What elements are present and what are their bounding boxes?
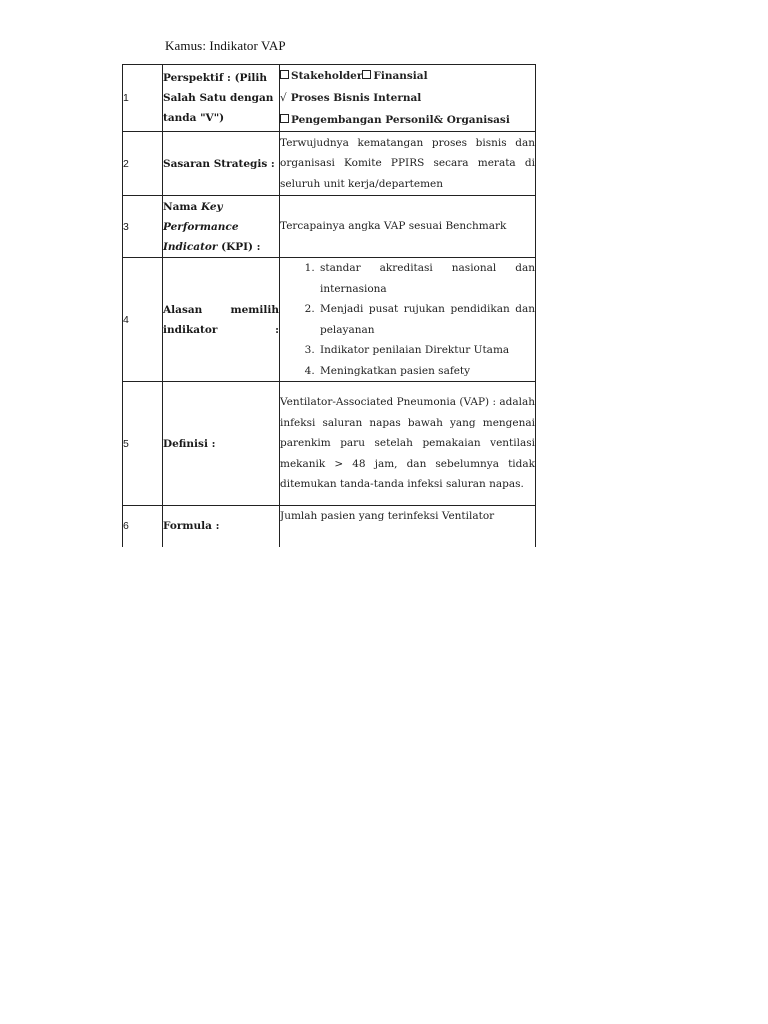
check-mark-icon: √: [280, 92, 287, 104]
kpi-name-label: Nama Key Performance Indicator (KPI) :: [163, 196, 280, 258]
perspective-line-3: [280, 109, 535, 131]
table-row-strategic-target: [123, 132, 536, 196]
formula-label: Formula :: [163, 506, 280, 547]
table-row-kpi-name: [123, 196, 536, 258]
row-number: 4: [123, 258, 163, 382]
table-row-formula: [123, 506, 536, 547]
list-item: 1. standar akreditasi nasional dan internasiona: [318, 258, 535, 299]
row-number: 2: [123, 132, 163, 196]
perspective-label: Perspektif : (Pilih Salah Satu dengan tanda "V"): [163, 65, 280, 132]
row-number: 6: [123, 506, 163, 547]
option-finansial: Finansial: [373, 70, 428, 82]
row-number: 5: [123, 382, 163, 506]
kpi-name-value: Tercapainya angka VAP sesuai Benchmark: [280, 196, 536, 258]
strategic-target-value: Terwujudnya kematangan proses bisnis dan organisasi Komite PPIRS secara merata di seluruh unit kerja/departemen: [280, 132, 536, 196]
reasons-list: [280, 258, 535, 381]
selection-reason-label: Alasan memilih indikator :: [163, 258, 280, 382]
list-item: 2. Menjadi pusat rujukan pendidikan dan pelayanan: [318, 299, 535, 340]
indicator-dictionary-table: [122, 64, 536, 547]
checkbox-empty-icon: [280, 114, 289, 123]
perspective-options: [280, 65, 536, 132]
option-pengembangan: Pengembangan Personil& Organisasi: [291, 114, 510, 126]
definition-label: Definisi :: [163, 382, 280, 506]
formula-value: Jumlah pasien yang terinfeksi Ventilator: [280, 506, 536, 547]
strategic-target-label: Sasaran Strategis :: [163, 132, 280, 196]
option-proses-bisnis: Proses Bisnis Internal: [290, 92, 422, 104]
table-row-definition: [123, 382, 536, 506]
checkbox-empty-icon: [362, 70, 371, 79]
row-number: 3: [123, 196, 163, 258]
row-number: 1: [123, 65, 163, 132]
checkbox-empty-icon: [280, 70, 289, 79]
perspective-line-2: [280, 87, 535, 109]
perspective-line-1: [280, 65, 535, 87]
table-row-perspective: [123, 65, 536, 132]
selection-reason-list: [280, 258, 536, 382]
table-row-selection-reason: [123, 258, 536, 382]
document-title: Kamus: Indikator VAP: [165, 38, 286, 53]
option-stakeholder: Stakeholder: [291, 70, 363, 82]
definition-value: Ventilator-Associated Pneumonia (VAP) : adalah infeksi saluran napas bawah yang mengenai parenkim paru setelah pemakaian ventilasi mekanik > 48 jam, dan sebelumnya tidak ditemukan tanda-tanda infeksi saluran napas.: [280, 382, 536, 506]
list-item: 4. Meningkatkan pasien safety: [318, 361, 535, 382]
list-item: 3. Indikator penilaian Direktur Utama: [318, 340, 535, 361]
